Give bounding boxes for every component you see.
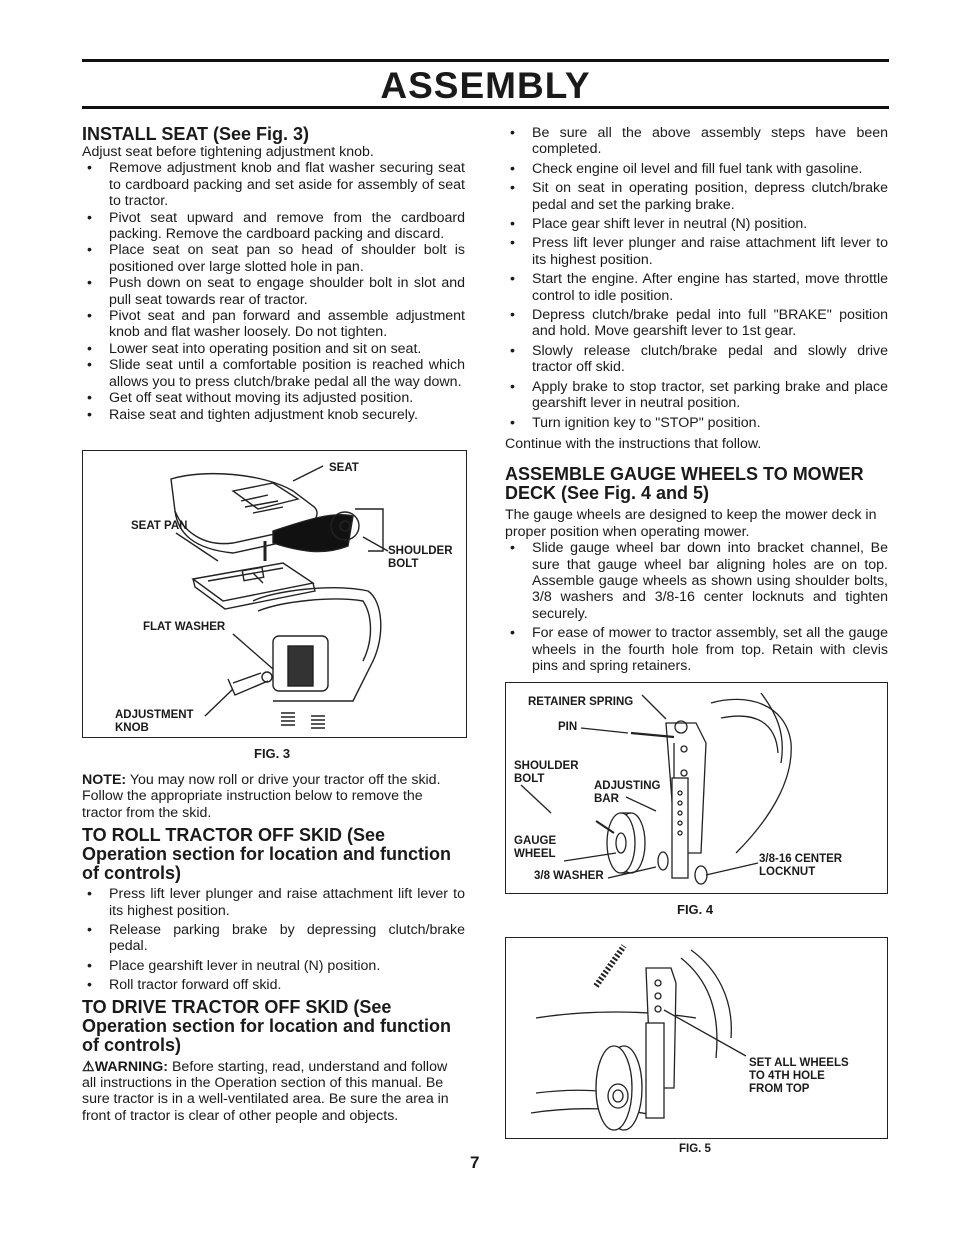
- note-label: NOTE:: [82, 772, 127, 788]
- label-set-all-wheels: SET ALL WHEELS TO 4TH HOLE FROM TOP: [749, 1057, 849, 1095]
- gauge-intro: The gauge wheels are designed to keep the mower deck in proper position when operating mower.: [505, 507, 877, 540]
- top-rule: [82, 59, 889, 62]
- label-seat-pan: SEAT PAN: [131, 520, 188, 532]
- list-item: • Be sure all the above assembly steps have been completed.: [505, 125, 888, 158]
- warning-icon: ⚠: [82, 1058, 95, 1075]
- list-item: • Turn ignition key to "STOP" position.: [505, 415, 888, 431]
- list-item: • Sit on seat in operating position, depress clutch/brake pedal and set the parking brake.: [505, 180, 888, 213]
- list-item: • Roll tractor forward off skid.: [82, 977, 465, 993]
- list-item: • Press lift lever plunger and raise attachment lift lever to its highest position.: [82, 886, 465, 919]
- continue-text: Continue with the instructions that follow.: [505, 435, 762, 452]
- label-seat: SEAT: [329, 462, 359, 474]
- fig5-illustration: [506, 938, 889, 1140]
- list-item: • Check engine oil level and fill fuel tank with gasoline.: [505, 161, 888, 177]
- label-shoulder-bolt: SHOULDER BOLT: [388, 545, 453, 570]
- install-seat-steps: [82, 160, 465, 423]
- list-item: • Pivot seat upward and remove from the cardboard packing. Remove the cardboard packing and discard.: [82, 210, 465, 243]
- list-item: • Lower seat into operating position and sit on seat.: [82, 341, 465, 357]
- label-center-locknut: 3/8-16 CENTER LOCKNUT: [759, 853, 843, 878]
- fig4-gauge-wheel-diagram: [505, 682, 888, 894]
- install-seat-intro: Adjust seat before tightening adjustment knob.: [82, 144, 374, 160]
- skid-section: [82, 772, 465, 1124]
- fig3-caption: FIG. 3: [254, 746, 291, 761]
- list-item: • Place seat on seat pan so head of shoulder bolt is positioned over large slotted hole in pan.: [82, 242, 465, 275]
- fig5-caption: FIG. 5: [679, 1143, 711, 1155]
- drive-off-steps: [505, 125, 888, 431]
- label-pin: PIN: [558, 721, 578, 733]
- list-item: • Press lift lever plunger and raise attachment lift lever to its highest position.: [505, 235, 888, 268]
- list-item: • Remove adjustment knob and flat washer securing seat to cardboard packing and set aside for assembly of seat to tractor.: [82, 160, 465, 209]
- list-item: • Release parking brake by depressing clutch/brake pedal.: [82, 922, 465, 955]
- gauge-wheels-heading: ASSEMBLE GAUGE WHEELS TO MOWER DECK (See Fig. 4 and 5): [505, 464, 864, 504]
- warning-paragraph: [82, 1059, 465, 1125]
- roll-off-steps: [82, 886, 465, 993]
- warning-label: WARNING:: [94, 1058, 169, 1075]
- label-washer: 3/8 WASHER: [534, 870, 604, 882]
- warning-text: Before starting, read, understand and follow all instructions in the Operation section of this manual. Be sure tractor is in a well-ventilated area. Be sure the area in front of tractor is clear of other people and objects.: [82, 1058, 449, 1124]
- list-item: • Raise seat and tighten adjustment knob securely.: [82, 407, 465, 423]
- drive-off-steps-section: [505, 125, 888, 674]
- list-item: • For ease of mower to tractor assembly, set all the gauge wheels in the fourth hole from top. Retain with clevis pins and spring retainers.: [505, 625, 888, 674]
- install-seat-heading: INSTALL SEAT (See Fig. 3): [82, 124, 310, 144]
- list-item: • Depress clutch/brake pedal into full "BRAKE" position and hold. Move gearshift lever to 1st gear.: [505, 307, 888, 340]
- fig4-caption: FIG. 4: [677, 902, 714, 917]
- list-item: • Pivot seat and pan forward and assemble adjustment knob and flat washer loosely. Do not tighten.: [82, 308, 465, 341]
- roll-off-heading: TO ROLL TRACTOR OFF SKID (See Operation section for location and function of controls): [82, 825, 452, 884]
- list-item: • Apply brake to stop tractor, set parking brake and place gearshift lever in neutral position.: [505, 379, 888, 412]
- note-paragraph: [82, 772, 465, 821]
- seat-illustration: [83, 451, 468, 739]
- label-retainer-spring: RETAINER SPRING: [528, 696, 634, 708]
- label-adjustment-knob: ADJUSTMENT KNOB: [115, 709, 194, 734]
- list-item: • Place gearshift lever in neutral (N) position.: [82, 958, 465, 974]
- list-item: • Start the engine. After engine has started, move throttle control to idle position.: [505, 271, 888, 304]
- page-title: ASSEMBLY: [380, 65, 591, 106]
- title-underline: [82, 106, 889, 109]
- page-number: 7: [470, 1153, 480, 1172]
- list-item: • Slide seat until a comfortable position is reached which allows you to press clutch/brake pedal all the way down.: [82, 357, 465, 390]
- list-item: • Get off seat without moving its adjusted position.: [82, 390, 465, 406]
- drive-off-heading: TO DRIVE TRACTOR OFF SKID (See Operation section for location and function of controls): [82, 996, 452, 1055]
- label-gauge-wheel: GAUGE WHEEL: [514, 835, 557, 860]
- note-text: You may now roll or drive your tractor off the skid. Follow the appropriate instruction below to remove the tractor from the skid.: [82, 772, 441, 821]
- label-flat-washer: FLAT WASHER: [143, 621, 226, 633]
- gauge-steps: [505, 540, 888, 674]
- install-seat-section: [82, 125, 465, 423]
- fig3-seat-diagram: [82, 450, 467, 738]
- list-item: • Place gear shift lever in neutral (N) position.: [505, 216, 888, 232]
- list-item: • Slowly release clutch/brake pedal and slowly drive tractor off skid.: [505, 343, 888, 376]
- list-item: • Slide gauge wheel bar down into bracket channel, Be sure that gauge wheel bar aligning holes are on top. Assemble gauge wheels as shown using shoulder bolts, 3/8 washers and 3/8-16 center locknuts and tighten securely.: [505, 540, 888, 622]
- fig5-wheel-position-diagram: [505, 937, 888, 1139]
- list-item: • Push down on seat to engage shoulder bolt in slot and pull seat towards rear of tractor.: [82, 275, 465, 308]
- label-adjusting-bar: ADJUSTING BAR: [594, 780, 661, 805]
- label-shoulder-bolt: SHOULDER BOLT: [514, 760, 579, 785]
